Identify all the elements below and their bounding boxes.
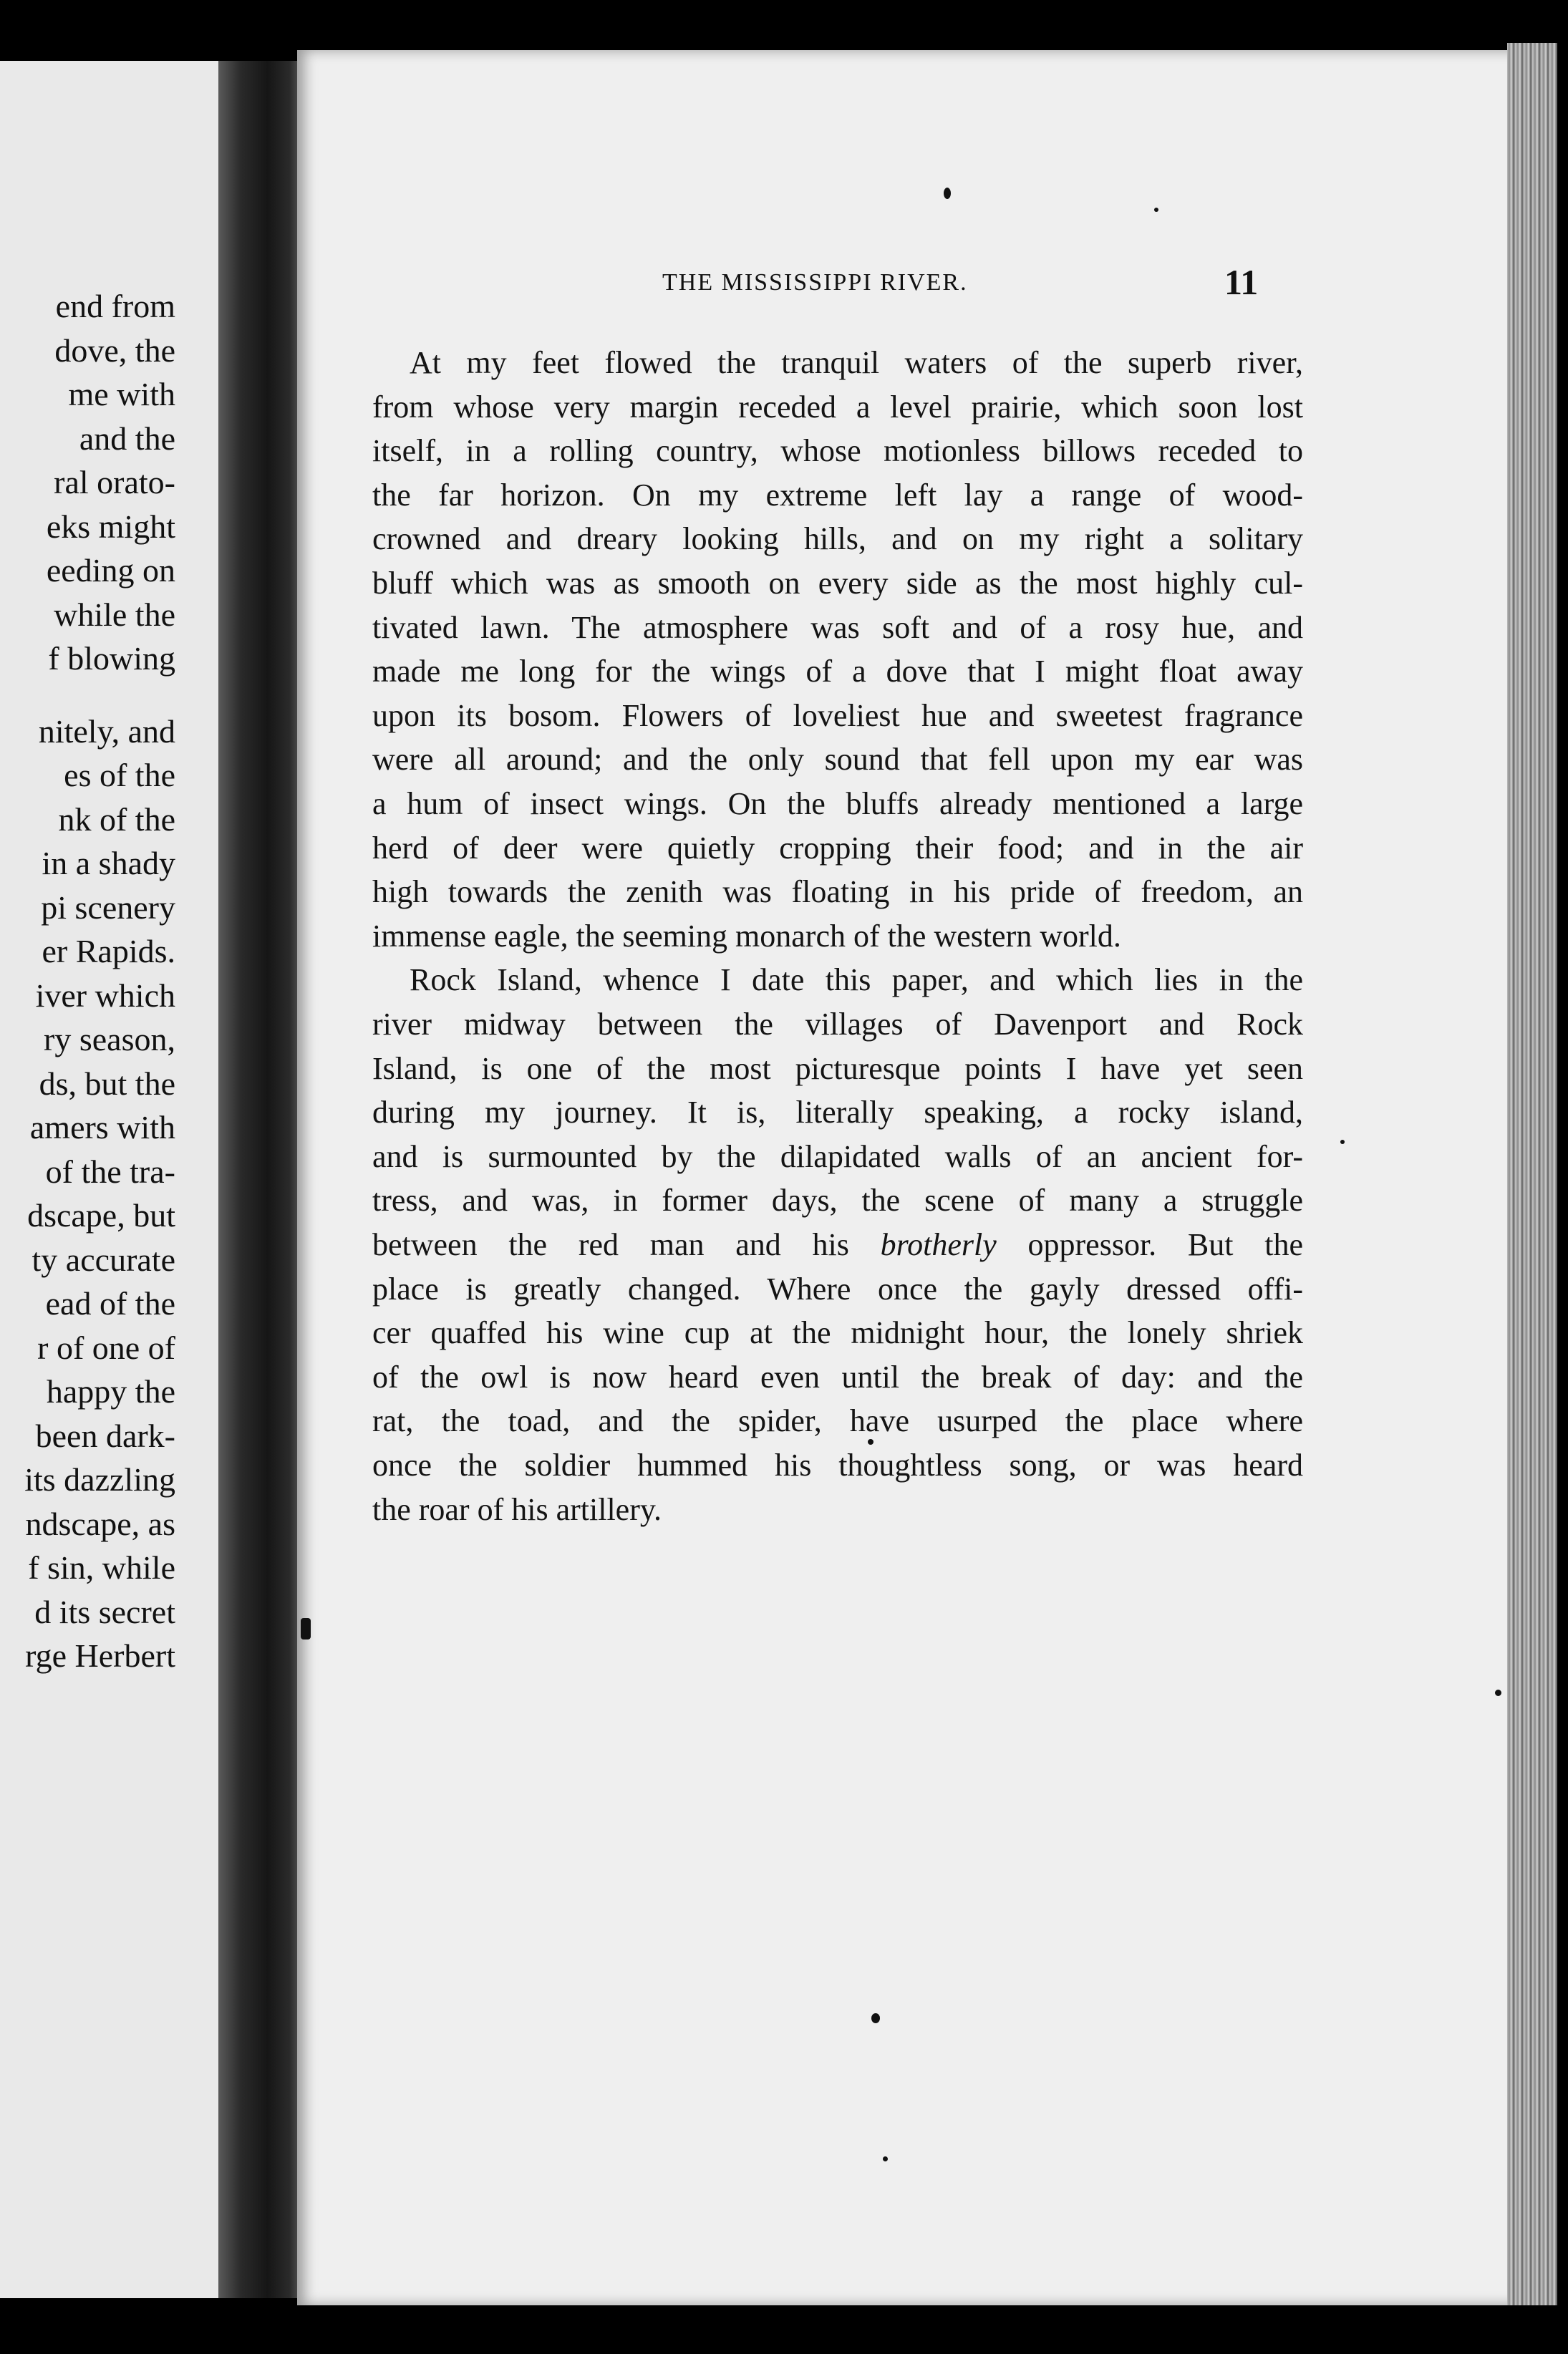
body-line: were all around; and the only sound that fell upon my ear was (372, 742, 1303, 778)
left-page-line: f sin, while (28, 1549, 175, 1586)
ink-speck (301, 1618, 311, 1639)
body-line: herd of deer were quietly cropping their food; and in the air (372, 830, 1303, 866)
left-page-line: while the (54, 596, 175, 633)
left-page-line: ry season, (44, 1021, 175, 1057)
body-line: a hum of insect wings. On the bluffs already mentioned a large (372, 786, 1303, 821)
body-line: upon its bosom. Flowers of loveliest hue and sweetest fragrance (372, 697, 1303, 733)
left-page-line: dove, the (54, 331, 175, 369)
left-page-line: ty accurate (32, 1241, 175, 1278)
body-line: rat, the toad, and the spider, have usurped the place where (372, 1403, 1303, 1439)
left-page-line: r of one of (37, 1329, 175, 1366)
left-page-line: ead of the (45, 1285, 175, 1322)
body-line: of the owl is now heard even until the break of day: and the (372, 1359, 1303, 1395)
left-page-line: been dark- (35, 1417, 175, 1454)
left-page-line: d its secret (34, 1593, 175, 1630)
left-page-line: happy the (46, 1373, 175, 1410)
left-page-line: f blowing (48, 640, 175, 677)
book-gutter (218, 61, 308, 2298)
body-line: the far horizon. On my extreme left lay a range of wood- (372, 477, 1303, 513)
ink-speck (883, 2156, 888, 2161)
left-page-line: end from (55, 288, 175, 324)
ink-speck (1154, 208, 1158, 212)
body-line: once the soldier hummed his thoughtless song, or was heard (372, 1448, 1303, 1483)
body-line: tivated lawn. The atmosphere was soft and of a rosy hue, and (372, 609, 1303, 645)
left-page-line: er Rapids. (42, 933, 175, 969)
body-line: and is surmounted by the dilapidated walls of an ancient for- (372, 1138, 1303, 1174)
right-page (297, 50, 1529, 2305)
left-page-line: dscape, but (27, 1197, 175, 1234)
left-page-line: iver which (35, 977, 175, 1014)
body-line: Rock Island, whence I date this paper, and which lies in the (410, 962, 1303, 998)
body-line: itself, in a rolling country, whose motionless billows receded to (372, 433, 1303, 469)
body-line: immense eagle, the seeming monarch of the western world. (372, 918, 1121, 954)
body-line: crowned and dreary looking hills, and on my right a solitary (372, 521, 1303, 557)
left-page-line: its dazzling (24, 1461, 175, 1498)
running-head: THE MISSISSIPPI RIVER. (662, 269, 968, 296)
left-page-line: es of the (64, 757, 175, 793)
body-line: At my feet flowed the tranquil waters of the superb river, (410, 345, 1303, 380)
ink-speck (868, 1439, 873, 1445)
body-line: made me long for the wings of a dove that I might float away (372, 654, 1303, 689)
left-page-line: rge Herbert (25, 1637, 175, 1674)
body-line: cer quaffed his wine cup at the midnight hour, the lonely shriek (372, 1315, 1303, 1351)
left-page-line: nk of the (58, 800, 175, 838)
body-line: the roar of his artillery. (372, 1491, 662, 1527)
left-page-line: and the (79, 420, 175, 457)
ink-speck (1340, 1140, 1345, 1144)
ink-speck (944, 188, 951, 199)
ink-speck (1495, 1690, 1501, 1696)
body-line: from whose very margin receded a level prairie, which soon lost (372, 389, 1303, 425)
left-page-line: me with (68, 376, 175, 412)
body-line: between the red man and his brotherly oppressor. But the (372, 1227, 1304, 1262)
body-line: tress, and was, in former days, the scene of many a struggle (372, 1183, 1303, 1219)
left-page-line: ds, but the (39, 1065, 175, 1102)
left-page-line: pi scenery (41, 888, 175, 926)
left-page-line: in a shady (42, 845, 175, 881)
page-number: 11 (1224, 262, 1259, 302)
left-page (0, 61, 226, 2298)
body-line: bluff which was as smooth on every side as the most highly cul- (372, 566, 1303, 601)
left-page-line: ndscape, as (25, 1505, 175, 1542)
left-page-line: eks might (46, 508, 175, 545)
left-page-line: ral orato- (54, 464, 175, 500)
left-page-line: nitely, and (38, 712, 175, 750)
page-edge (1507, 43, 1557, 2305)
left-page-line: amers with (29, 1109, 175, 1145)
ink-speck (871, 2013, 880, 2023)
body-line: during my journey. It is, literally speaking, a rocky island, (372, 1095, 1303, 1130)
left-page-line: of the tra- (45, 1153, 175, 1190)
body-line: Island, is one of the most picturesque points I have yet seen (372, 1050, 1303, 1086)
left-page-line: eeding on (46, 552, 175, 588)
body-line: river midway between the villages of Davenport and Rock (372, 1007, 1303, 1042)
body-line: high towards the zenith was floating in his pride of freedom, an (372, 874, 1303, 910)
body-line: place is greatly changed. Where once the gayly dressed offi- (372, 1271, 1303, 1307)
